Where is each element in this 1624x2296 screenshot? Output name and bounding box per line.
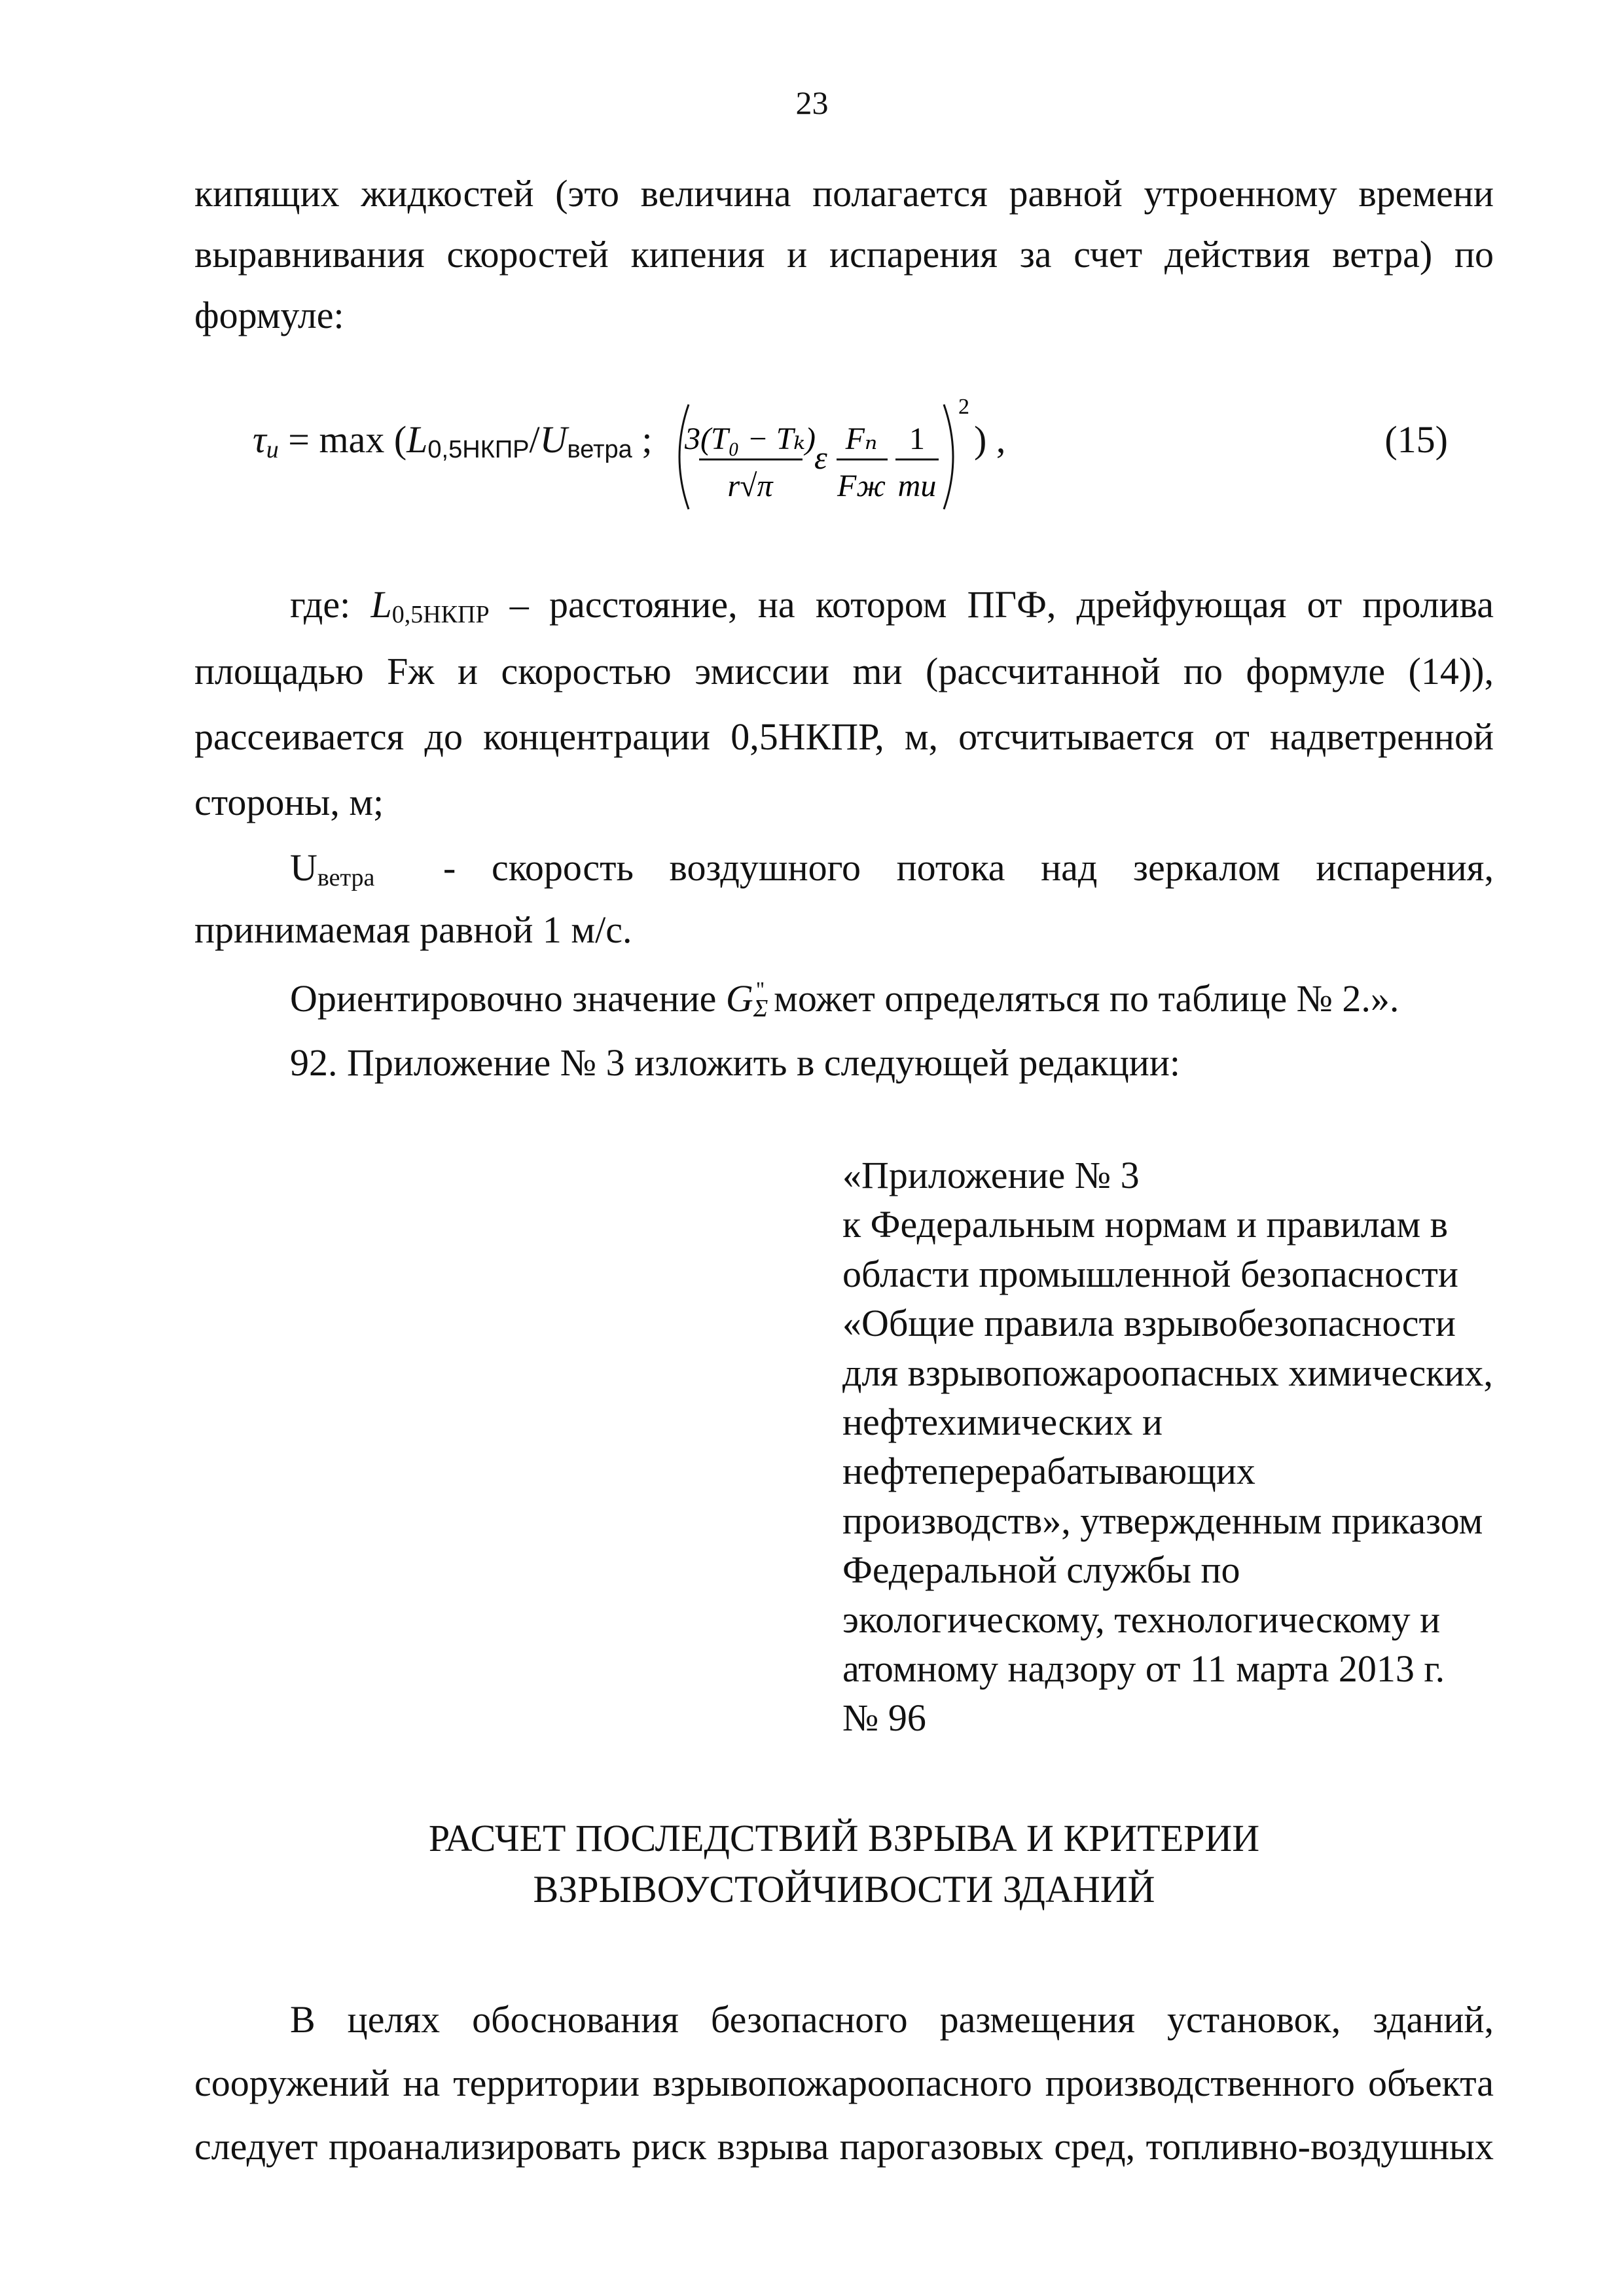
appendix-line: нефтеперерабатывающих [842,1450,1255,1493]
para4: Ориентировочно значение $G_\Sigma''$ может определяться по таблице № 2.». [290,977,1399,1022]
para6-line3: следует проанализировать риск взрыва парогазовых сред, топливно-воздушных [194,2125,1494,2168]
para1-line3: формуле: [194,294,344,336]
formula-epsilon: ε [814,439,827,476]
para6-line1: В целях обоснования безопасного размещения установок, зданий, [290,1998,1494,2041]
frac2-numerator: Fₙ [845,422,878,456]
para5: 92. Приложение № 3 изложить в следующей редакции: [290,1041,1180,1084]
frac1-denominator: r√π [727,469,773,503]
formula-exponent: 2 [958,395,969,419]
heading-line2: ВЗРЫВОУСТОЙЧИВОСТИ ЗДАНИЙ [533,1868,1155,1911]
para1-line2: выравнивания скоростей кипения и испарения за счет действия ветра) по [194,233,1494,276]
appendix-line: производств», утвержденным приказом [842,1499,1483,1542]
frac1-numerator: 3(T₀ − Tₖ) [685,422,816,456]
para6-line2: сооружений на территории взрывопожароопасного производственного объекта [194,2062,1494,2104]
para2-line1: где: $L_{0,5НКПР}$ – расстояние, на котором ПГФ, дрейфующая от пролива [290,583,1494,628]
formula-15 [253,391,1494,522]
appendix-line: нефтехимических и [842,1400,1163,1443]
appendix-line: Федеральной службы по [842,1549,1240,1592]
para2-line3: рассеивается до концентрации 0,5НКПР, м, отсчитывается от надветренной [194,715,1494,758]
frac2-denominator: Fж [837,469,886,503]
appendix-line: «Общие правила взрывобезопасности [842,1302,1456,1345]
appendix-line: области промышленной безопасности [842,1252,1458,1295]
appendix-line: к Федеральным нормам и правилам в [842,1203,1449,1246]
para1-line1: кипящих жидкостей (это величина полагается равной утроенному времени [194,172,1494,215]
para3-line2: принимаемая равной 1 м/с. [194,908,632,951]
appendix-line: атомному надзору от 11 марта 2013 г. [842,1647,1445,1690]
appendix-line: для взрывопожароопасных химических, [842,1351,1493,1394]
appendix-line: № 96 [842,1696,926,1740]
formula-lhs: $\tau_и = \max (L_{0,5НКПР}/U_{ветра}$ ; [253,418,653,463]
heading-line1: РАСЧЕТ ПОСЛЕДСТВИЙ ВЗРЫВА И КРИТЕРИИ [428,1817,1260,1859]
document-page: 23 кипящих жидкостей (это величина полагается равной утроенному времени выравнивания скоростей кипения и испарения за счет действия ветра) по формуле: $\tau_и = \max (L_{0,5НКПР}/U_{ветра}$ ; 2 3(T₀ − Tₖ) r√π ε Fₙ Fж 1 mи ) , (15) где: $L_{0,5НКПР}$ – расстояние, на котором ПГФ, дрейфующая от пролива площадью Fж и скоростью эмиссии mи (рассчитанной по формуле (14)), рассеивается до концентрации 0,5НКПР, м, отсчитывается от надветренной стороны, м; $U_{ветра}$ - скорость воздушного потока над зеркалом испарения, принимаемая равной 1 м/с. Ориентировочно значение $G_\Sigma''$ может определяться по таблице № 2.». 92. Приложение № 3 изложить в следующей редакции: «Приложение № 3 к Федеральным нормам и правилам в области промышленной безопасности «Общие правила взрывобезопасности для взрывопожароопасных химических, нефтехимических и нефтеперерабатывающих производств», утвержденным приказом Федеральной службы по экологическому, технологическому и атомному надзору от 11 марта 2013 г. № 96 РАСЧЕТ ПОСЛЕДСТВИЙ ВЗРЫВА И КРИТЕРИИ ВЗРЫВОУСТОЙЧИВОСТИ ЗДАНИЙ В целях обоснования безопасного размещения установок, зданий, сооружений на территории взрывопожароопасного производственного объекта следует проанализировать риск взрыва парогазовых сред, топливно-воздушных [0,0,1624,2296]
appendix-line: экологическому, технологическому и [842,1598,1441,1641]
frac3-denominator: mи [897,469,937,503]
formula-number: (15) [1384,418,1448,461]
page-number: 23 [795,84,829,121]
formula-close: ) , [974,418,1006,461]
para2-line4: стороны, м; [194,781,384,823]
appendix-block [842,1151,1497,1743]
section-heading [194,1813,1494,1916]
frac3-numerator: 1 [909,422,925,456]
para2-line2: площадью Fж и скоростью эмиссии mи (рассчитанной по формуле (14)), [194,650,1494,692]
appendix-line: «Приложение № 3 [842,1154,1140,1196]
